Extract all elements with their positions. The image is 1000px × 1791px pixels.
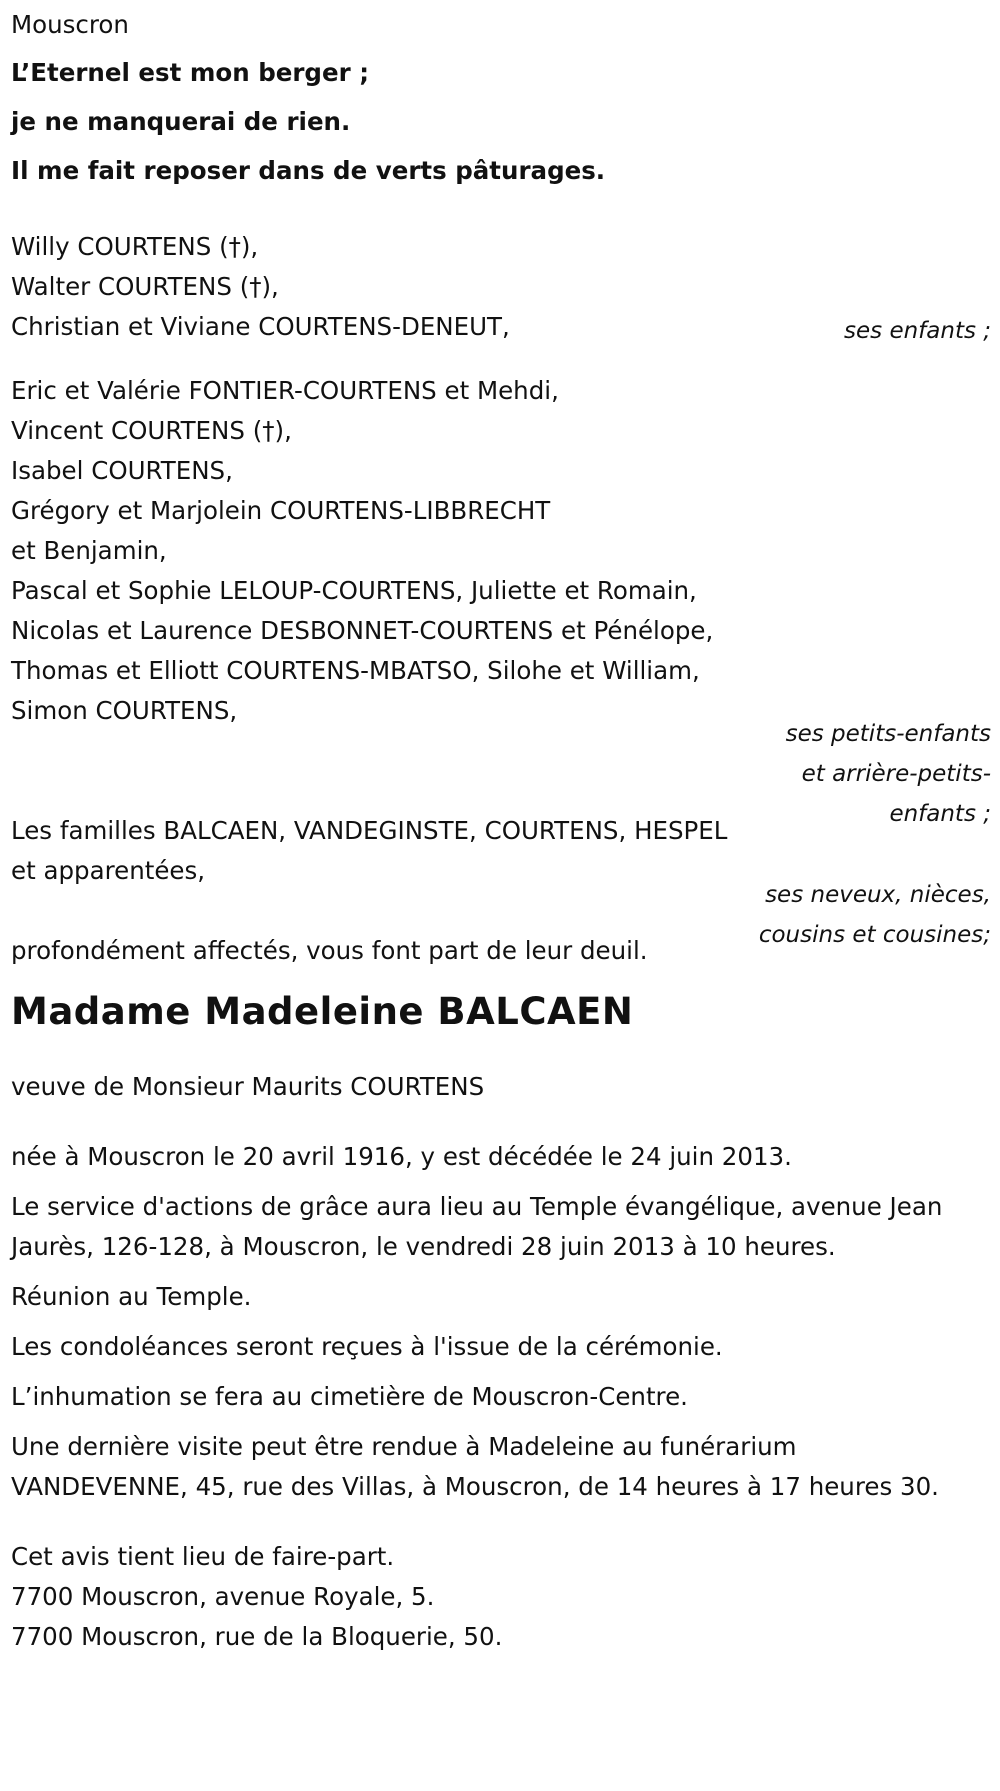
grandchild-name: Vincent COURTENS (†), xyxy=(11,416,292,445)
verse-line: L’Eternel est mon berger ; xyxy=(11,58,369,87)
grandchild-name: Eric et Valérie FONTIER-COURTENS et Mehdi, xyxy=(11,376,559,405)
obituary-notice xyxy=(11,0,991,1657)
city-heading: Mouscron xyxy=(11,10,129,39)
families-group xyxy=(11,811,991,971)
burial-line: L’inhumation se fera au cimetière de Mouscron-Centre. xyxy=(11,1382,688,1411)
child-name: Walter COURTENS (†), xyxy=(11,272,279,301)
announcement-text: profondément affectés, vous font part de leur deuil. xyxy=(11,936,648,965)
birth-death-line: née à Mouscron le 20 avril 1916, y est décédée le 24 juin 2013. xyxy=(11,1142,792,1171)
family-line: Les familles BALCAEN, VANDEGINSTE, COURTENS, HESPEL xyxy=(11,816,728,845)
verse-line: je ne manquerai de rien. xyxy=(11,107,351,136)
grandchild-name: Grégory et Marjolein COURTENS-LIBBRECHT xyxy=(11,496,551,525)
deceased-name: Madame Madeleine BALCAEN xyxy=(11,990,634,1033)
grandchild-name: et Benjamin, xyxy=(11,536,167,565)
role-line: ses neveux, nièces, xyxy=(765,882,991,908)
footer-block xyxy=(11,1537,991,1657)
verse-line: Il me fait reposer dans de verts pâturages. xyxy=(11,156,606,185)
role-line: et arrière-petits- xyxy=(801,761,991,787)
children-group xyxy=(11,227,991,347)
gathering-line: Réunion au Temple. xyxy=(11,1282,252,1311)
footer-line: Cet avis tient lieu de faire-part. xyxy=(11,1542,395,1571)
grandchild-name: Thomas et Elliott COURTENS-MBATSO, Silohe et William, xyxy=(11,656,700,685)
visit-details: Une dernière visite peut être rendue à Madeleine au funérarium VANDEVENNE, 45, rue des Villas, à Mouscron, de 14 heures à 17 heures 30. xyxy=(11,1432,939,1501)
address-line: 7700 Mouscron, rue de la Bloquerie, 50. xyxy=(11,1622,503,1651)
condolences-line: Les condoléances seront reçues à l'issue de la cérémonie. xyxy=(11,1332,723,1361)
grandchildren-group xyxy=(11,371,991,827)
spouse-line: veuve de Monsieur Maurits COURTENS xyxy=(11,1072,485,1101)
bible-verse xyxy=(11,48,991,195)
families-role xyxy=(759,875,991,955)
child-name: Christian et Viviane COURTENS-DENEUT, xyxy=(11,312,510,341)
funeral-details xyxy=(11,1137,991,1507)
role-line: enfants ; xyxy=(889,801,991,827)
grandchild-name: Isabel COURTENS, xyxy=(11,456,233,485)
grandchild-name: Nicolas et Laurence DESBONNET-COURTENS et Pénélope, xyxy=(11,616,714,645)
role-line: ses petits-enfants xyxy=(785,721,991,747)
service-details: Le service d'actions de grâce aura lieu au Temple évangélique, avenue Jean Jaurès, 126-128, à Mouscron, le vendredi 28 juin 2013 à 10 heures. xyxy=(11,1192,943,1261)
address-line: 7700 Mouscron, avenue Royale, 5. xyxy=(11,1582,435,1611)
grandchild-name: Simon COURTENS, xyxy=(11,696,238,725)
family-line: et apparentées, xyxy=(11,856,206,885)
grandchild-name: Pascal et Sophie LELOUP-COURTENS, Juliette et Romain, xyxy=(11,576,697,605)
child-name: Willy COURTENS (†), xyxy=(11,232,259,261)
children-role: ses enfants ; xyxy=(844,318,991,344)
role-line: cousins et cousines; xyxy=(758,922,991,948)
